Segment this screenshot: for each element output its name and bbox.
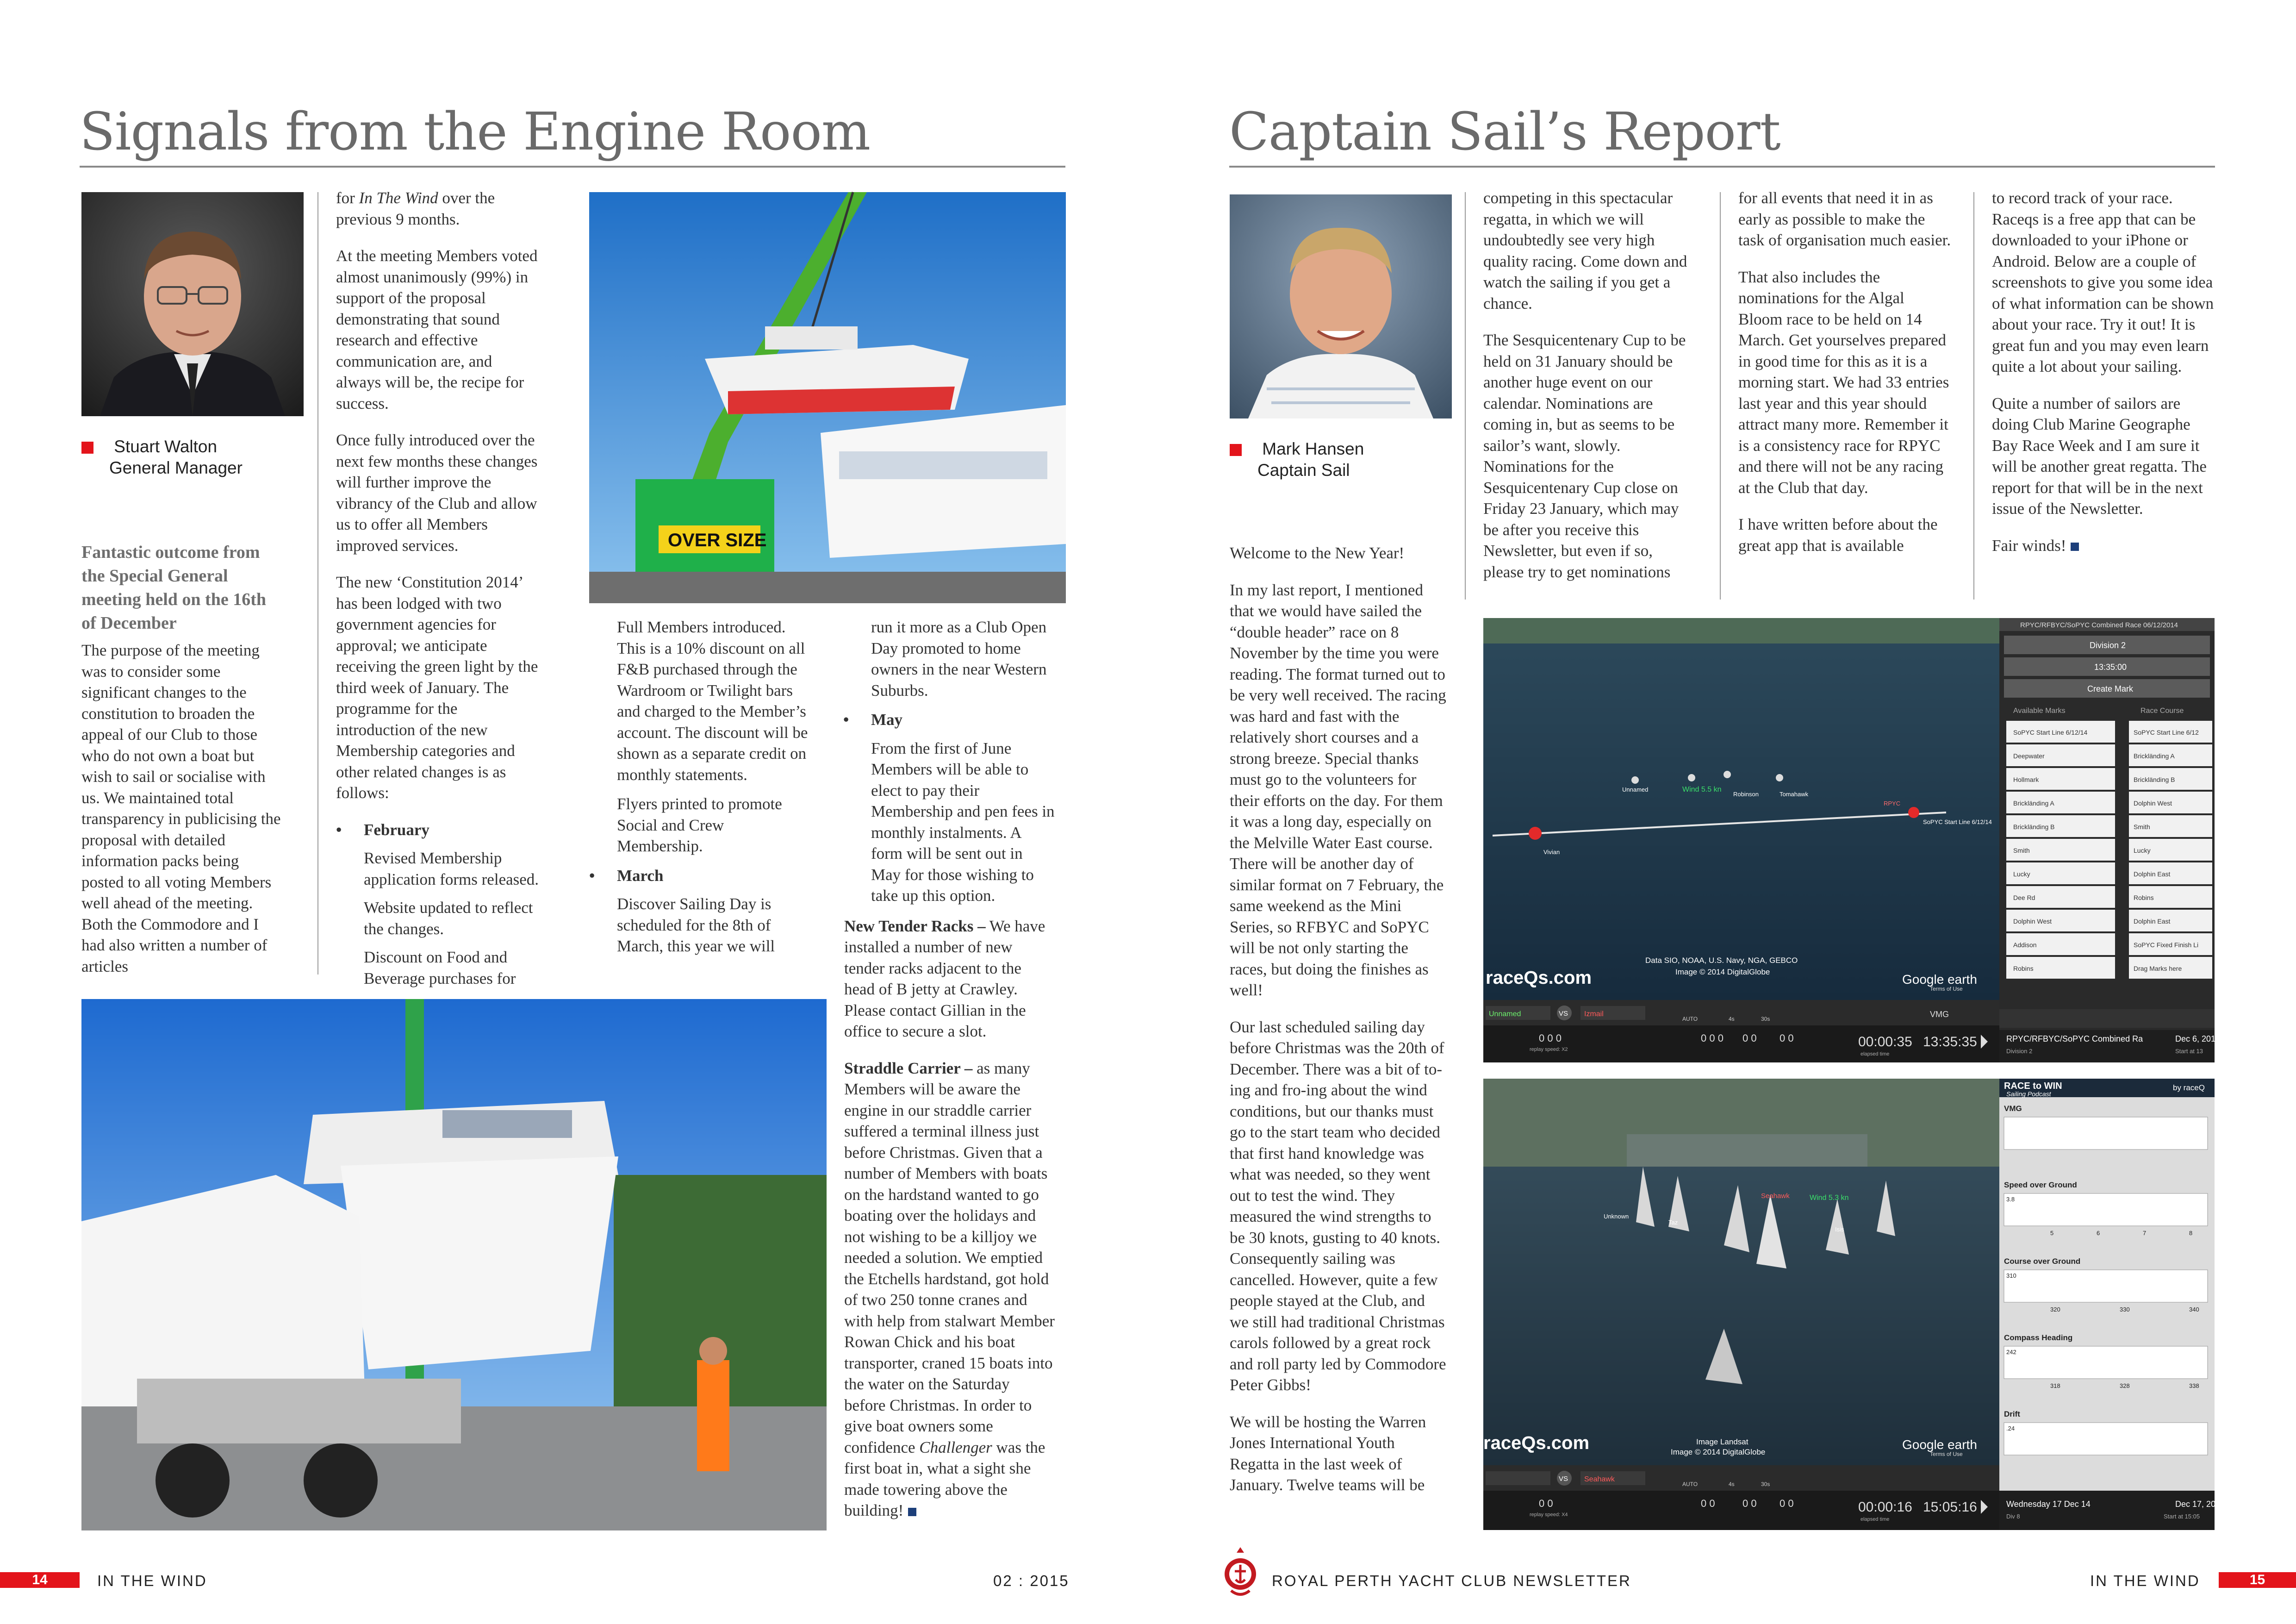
paragraph: for all events that need it in as early as possible to make the task of organisation much easier. — [1738, 189, 1951, 249]
available-marks-header: Available Marks — [2013, 707, 2066, 715]
february-list — [336, 819, 540, 989]
metric-tick-label: 318 — [2050, 1382, 2060, 1389]
available-mark-label: Hollmark — [2013, 776, 2039, 783]
metric-panel-box — [2004, 1270, 2208, 1302]
metric-panel-title: Speed over Ground — [2004, 1181, 2077, 1189]
metric-panel-title: Compass Heading — [2004, 1333, 2073, 1342]
metric-panel-title: VMG — [2004, 1104, 2022, 1113]
status-division: Div 8 — [2006, 1513, 2020, 1520]
metric-tick-label: 7 — [2143, 1230, 2147, 1237]
tick-values: 0 0 — [1742, 1032, 1757, 1044]
paragraph: Flyers printed to promote Social and Crew Membership. — [617, 795, 782, 855]
text: for — [336, 189, 359, 207]
footer-issue: 02 : 2015 — [993, 1572, 1070, 1589]
available-mark-label: Addison — [2013, 941, 2037, 949]
race-to-win-logo: RACE to WIN — [2004, 1081, 2062, 1091]
list-heading-march: • March — [617, 865, 814, 887]
portrait-mark-hansen — [1230, 194, 1452, 418]
clock: 15:05:16 — [1923, 1499, 1977, 1515]
paragraph: At the meeting Members voted almost unanimously (99%) in support of the proposal demonstrating that sound research and effective communication are, and always will be, the recipe for success. — [336, 247, 538, 412]
metric-panel-box — [2004, 1423, 2208, 1455]
metric-tick-label: 5 — [2050, 1230, 2054, 1237]
mark-lists — [2006, 721, 2212, 979]
column-divider — [1465, 192, 1466, 600]
footer-newsletter-title: ROYAL PERTH YACHT CLUB NEWSLETTER — [1272, 1572, 1631, 1589]
course-mark-label: Brickländing A — [2134, 752, 2175, 760]
paragraph: That also includes the nominations for the Algal Bloom race to be held on 14 March. Get yourselves prepared in good time for this as it is a morning start. We had 33 entries last year and this year should attract many more. Remember it is a consistency race for RPYC and there will not be any racing at the Club that day. — [1738, 268, 1949, 497]
column-divider — [1720, 192, 1721, 600]
boat-label: Seahawk — [1761, 1192, 1790, 1200]
rpyc-crest-icon — [1222, 1546, 1259, 1602]
left-column-4 — [844, 617, 1055, 1537]
left-column-3 — [617, 617, 814, 964]
page-number-right: 15 — [2219, 1572, 2296, 1588]
metric-tick-label: 8 — [2189, 1230, 2193, 1237]
text: was the first boat in, what a sight she made towering above the building! — [844, 1438, 1045, 1519]
replay-speed: replay speed: X4 — [1530, 1512, 1568, 1518]
text: We have installed a number of new tender racks adjacent to the head of B jetty at Crawley. Please contact Gillian in the office to secure a slot. — [844, 917, 1045, 1040]
available-mark-label: Smith — [2013, 847, 2030, 854]
list-item: Discover Sailing Day is scheduled for the 8th of March, this year we will — [617, 895, 775, 955]
control-label[interactable]: 4s — [1729, 1481, 1735, 1487]
boat-label: Isis — [1835, 1226, 1844, 1233]
paragraph: to record track of your race. Raceqs is a free app that can be downloaded to your iPhone or Android. Below are a couple of screenshots to give you some idea of what information can be shown about your race. Try it out! It is great fun and you may even learn quite a lot about your sailing. — [1992, 189, 2214, 375]
caption-mark — [1230, 438, 1364, 481]
course-mark-label: SoPYC Fixed Finish Li — [2134, 941, 2199, 949]
metric-panel-title: Course over Ground — [2004, 1257, 2081, 1266]
paragraph: I have written before about the great app that is available — [1738, 515, 1938, 555]
paragraph: In my last report, I mentioned that we would have sailed the “double header” race on 8 November by the time you were reading. The format turned out to be very well received. The racing was hard and fast with the relatively short courses and a strong breeze. Special thanks must go to the volunteers for their efforts on the day. For them it was a long day, especially on the Melville Water East course. There will be another day of similar format on 7 February, the same weekend as the Mini Series, so RFBYC and SoPYC will be not only starting the races, but doing the finishes as well! — [1230, 581, 1446, 999]
list-item: From the first of June Members will be able to elect to pay their Membership and pen fees in monthly instalments. A form will be sent out in May for those wishing to take up this option. — [871, 739, 1055, 905]
terms-link[interactable]: Terms of Use — [1930, 986, 1963, 992]
section-head-tender-racks: New Tender Racks – — [844, 917, 986, 935]
raceqs-screenshot-sailing — [1483, 1079, 2221, 1530]
raceqs-logo: by raceQ — [2173, 1083, 2205, 1092]
right-column-4 — [1992, 187, 2216, 572]
metric-tick-label: 320 — [2050, 1306, 2060, 1313]
course-mark-label: Smith — [2134, 823, 2150, 831]
control-label[interactable]: 4s — [1729, 1016, 1735, 1022]
available-mark-label: Dolphin West — [2013, 918, 2052, 925]
map-credit-line: Image © 2014 DigitalGlobe — [1675, 968, 1770, 976]
control-label[interactable]: AUTO — [1682, 1016, 1698, 1022]
paragraph: The Sesquicentenary Cup to be held on 31 January should be another huge event on our calendar. Nominations are coming in, but as seems to be sailor’s want, slowly. Nominations for the Sesquicentenary Cup close on Friday 23 January, which may be after you receive this Newsletter, but even if so, please try to get nominations — [1483, 331, 1686, 581]
rpyc-label: RPYC — [1884, 800, 1901, 807]
create-mark-button[interactable]: Create Mark — [2087, 684, 2134, 693]
left-title-rule — [80, 166, 1065, 168]
caption-stuart — [81, 436, 243, 479]
metric-panel-value: 310 — [2006, 1272, 2016, 1279]
left-column-1 — [81, 640, 285, 993]
metric-panel-value: 3.8 — [2006, 1196, 2015, 1203]
course-mark-label: Lucky — [2134, 847, 2151, 854]
map-credit-line: Image Landsat — [1696, 1437, 1748, 1446]
list-item: Discount on Food and Beverage purchases for — [364, 948, 516, 987]
control-label[interactable]: 30s — [1761, 1481, 1770, 1487]
course-mark-label: Dolphin East — [2134, 870, 2171, 878]
race-header: RPYC/RFBYC/SoPYC Combined Race 06/12/2014 — [2020, 621, 2178, 629]
person-name: Mark Hansen — [1262, 439, 1364, 458]
status-date: Dec 6, 201 — [2175, 1034, 2216, 1043]
sign-off: Fair winds! — [1992, 536, 2066, 555]
available-mark-label: SoPYC Start Line 6/12/14 — [2013, 729, 2088, 736]
list-item: Revised Membership application forms released. — [364, 849, 539, 888]
wind-label: Wind 5.3 kn — [1810, 1194, 1849, 1202]
course-mark-label: Dolphin West — [2134, 800, 2172, 807]
paragraph: Our last scheduled sailing day before Christmas was the 20th of December. There was a bit of to-ing and fro-ing about the wind conditions, but our thanks must go to the start team who decided that first hand knowledge was what was needed, so they went out to test the wind. They measured the wind strengths to be 30 knots, gusting to 40 knots. Consequently sailing was cancelled. However, quite a few people stayed at the Club, and we still had traditional Christmas carols followed by a great rock and roll party led by Commodore Peter Gibbs! — [1230, 1018, 1446, 1394]
paragraph: Once fully introduced over the next few months these changes will further improve the vibrancy of the Club and allow us to offer all Members improved services. — [336, 431, 538, 555]
elapsed-label: elapsed time — [1860, 1517, 1890, 1522]
race-course-header: Race Course — [2140, 707, 2184, 715]
metric-tick-label: 340 — [2189, 1306, 2199, 1313]
vs-icon: VS — [1559, 1010, 1568, 1018]
tick-values: 0 0 — [1539, 1498, 1553, 1509]
vmg-label: VMG — [1930, 1010, 1949, 1019]
course-mark-label: Robins — [2134, 894, 2154, 901]
boat-select[interactable]: Seahawk — [1584, 1475, 1615, 1483]
metric-tick-label: 328 — [2120, 1382, 2130, 1389]
end-mark — [2071, 543, 2079, 551]
right-column-1 — [1230, 543, 1447, 1512]
tick-values: 0 0 — [1742, 1498, 1757, 1509]
tick-values: 0 0 0 — [1539, 1032, 1562, 1044]
subheading-special-meeting: Fantastic outcome from the Special General meeting held on the 16th of December — [81, 543, 266, 633]
podcast-label: Sailing Podcast — [2006, 1090, 2051, 1098]
metric-tick-label: 330 — [2120, 1306, 2130, 1313]
metric-panel-value: .24 — [2006, 1425, 2015, 1432]
page-number-left: 14 — [0, 1572, 80, 1588]
photo-truck-boat-transport — [81, 999, 827, 1530]
list-heading-may: • May — [871, 709, 1055, 731]
paragraph: The new ‘Constitution 2014’ has been lodged with two government agencies for approval; we anticipate receiving the green light by the third week of January. The programme for the introduction of the new Membership categories and other related changes is as follows: — [336, 573, 538, 802]
replay-speed: replay speed: X2 — [1530, 1047, 1568, 1052]
available-mark-label: Dee Rd — [2013, 894, 2035, 901]
tick-values: 0 0 — [1701, 1498, 1715, 1509]
raceqs-brand: raceQs.com — [1486, 968, 1592, 988]
raceqs-brand: raceQs.com — [1483, 1433, 1590, 1453]
available-mark-label: Brickländing B — [2013, 823, 2055, 831]
right-column-2 — [1483, 187, 1696, 598]
startline-label: SoPYC Start Line 6/12/14 — [1923, 818, 1992, 825]
right-column-3 — [1738, 187, 1951, 572]
boat-label: Tomahawk — [1780, 791, 1809, 798]
control-label[interactable]: 30s — [1761, 1016, 1770, 1022]
status-date: Dec 17, 201 — [2175, 1499, 2221, 1509]
map-credit-line: Image © 2014 DigitalGlobe — [1671, 1448, 1766, 1456]
tick-values: 0 0 0 — [1701, 1032, 1724, 1044]
status-race: RPYC/RFBYC/SoPYC Combined Ra — [2006, 1034, 2143, 1043]
google-earth-brand: Google earth — [1902, 1437, 1977, 1452]
oversize-sign: OVER SIZE — [668, 530, 767, 550]
boat-label: Taz — [1668, 1219, 1678, 1226]
list-item: Website updated to reflect the changes. — [364, 899, 533, 938]
left-column-2 — [336, 187, 540, 996]
tick-values: 0 0 — [1780, 1032, 1794, 1044]
paragraph: Welcome to the New Year! — [1230, 544, 1405, 562]
wind-label: Wind 5.5 kn — [1682, 786, 1722, 793]
available-mark-label: Robins — [2013, 965, 2034, 972]
raceqs-screenshot-course — [1483, 618, 2215, 1062]
metric-panel-box — [2004, 1193, 2208, 1226]
available-mark-label: Deepwater — [2013, 752, 2045, 760]
status-start: Start at 13 — [2175, 1048, 2203, 1055]
timer: 00:00:16 — [1858, 1499, 1912, 1515]
time-field[interactable]: 13:35:00 — [2094, 662, 2127, 672]
paragraph: Full Members introduced. This is a 10% discount on all F&B purchased through the Wardroom or Twilight bars and charged to the Member’s account. The discount will be shown as a separate credit on monthly statements. — [617, 618, 808, 784]
clock: 13:35:35 — [1923, 1034, 1977, 1049]
course-mark-label: Brickländing B — [2134, 776, 2175, 783]
paragraph: We will be hosting the Warren Jones International Youth Regatta in the last week of January. Twelve teams will be — [1230, 1412, 1426, 1494]
boat-select[interactable]: Izmail — [1584, 1010, 1604, 1018]
person-role: Captain Sail — [1257, 461, 1350, 480]
google-earth-brand: Google earth — [1902, 972, 1977, 987]
boat-label: Robinson — [1733, 791, 1759, 798]
boat-label: Vivian — [1543, 849, 1560, 856]
raceqs-map-1 — [1483, 618, 2215, 1062]
section-head-straddle-carrier: Straddle Carrier – — [844, 1059, 973, 1077]
paragraph: The purpose of the meeting was to consider some significant changes to the constitution to broaden the appeal of our Club to those who do not own a boat but wish to sail or socialise with us. We maintained total transparency in publicising the proposal with detailed information packs being posted to all voting Members well ahead of the meeting. Both the Commodore and I had also written a number of articles — [81, 641, 281, 975]
publication-name: In The Wind — [359, 189, 438, 207]
boat-name: Challenger — [919, 1438, 992, 1456]
left-page-title: Signals from the Engine Room — [80, 102, 871, 162]
division-select[interactable]: Division 2 — [2090, 641, 2126, 650]
metric-panel-box — [2004, 1117, 2208, 1149]
metric-panel-box — [2004, 1346, 2208, 1379]
list-heading-february: • February — [364, 819, 540, 841]
course-mark-label: Drag Marks here — [2134, 965, 2182, 972]
metric-tick-label: 6 — [2097, 1230, 2100, 1237]
vs-icon: VS — [1559, 1475, 1568, 1483]
red-square-marker — [1230, 444, 1242, 456]
available-mark-label: Brickländing A — [2013, 800, 2054, 807]
metric-tick-label: 338 — [2189, 1382, 2199, 1389]
person-name: Stuart Walton — [114, 437, 218, 456]
photo-crane-lifting-boat — [589, 192, 1066, 603]
end-mark — [908, 1508, 916, 1516]
status-race: Wednesday 17 Dec 14 — [2006, 1499, 2091, 1509]
footer-right-text: IN THE WIND — [2090, 1572, 2200, 1589]
text: over the previous 9 months. — [336, 189, 495, 228]
paragraph: run it more as a Club Open Day promoted to home owners in the near Western Suburbs. — [871, 618, 1047, 700]
raceqs-map-2 — [1483, 1079, 2221, 1530]
paragraph: Quite a number of sailors are doing Club Marine Geographe Bay Race Week and I am sure it will be another great regatta. The report for that will be in the next issue of the Newsletter. — [1992, 394, 2207, 518]
metric-panel-title: Drift — [2004, 1410, 2020, 1418]
boat-select[interactable]: Unnamed — [1489, 1010, 1521, 1018]
person-role: General Manager — [109, 458, 243, 477]
tick-values: 0 0 — [1780, 1498, 1794, 1509]
elapsed-label: elapsed time — [1860, 1051, 1890, 1057]
course-mark-label: Dolphin East — [2134, 918, 2171, 925]
available-mark-label: Lucky — [2013, 870, 2030, 878]
text: as many Members will be aware the engine in our straddle carrier suffered a terminal illness just before Christmas. Given that a number of Members with boats on the hardstand wanted to go boating over the holidays and not wishing to be a killjoy we needed a solution. We emptied the Etchells hardstand, got hold of two 250 tonne cranes and with help from stalwart Member Rowan Chick and his boat transporter, craned 15 boats into the water on the Saturday before Christmas. In order to give boat owners some confidence — [844, 1059, 1055, 1456]
status-start: Start at 15:05 — [2164, 1513, 2200, 1520]
map-credit-line: Data SIO, NOAA, U.S. Navy, NGA, GEBCO — [1645, 956, 1798, 965]
column-divider — [317, 192, 318, 974]
status-division: Division 2 — [2006, 1048, 2033, 1055]
right-title-rule — [1229, 166, 2215, 168]
boat-label: Unknown — [1604, 1213, 1629, 1220]
control-label[interactable]: AUTO — [1682, 1481, 1698, 1487]
terms-link[interactable]: Terms of Use — [1930, 1451, 1963, 1457]
column-divider — [1973, 192, 1974, 600]
metric-panel-value: 242 — [2006, 1349, 2016, 1355]
paragraph: competing in this spectacular regatta, in which we will undoubtedly see very high quality racing. Come down and watch the sailing if you get a chance. — [1483, 189, 1687, 312]
footer-left-text: IN THE WIND — [97, 1572, 207, 1589]
portrait-stuart-walton — [81, 192, 304, 416]
course-mark-label: SoPYC Start Line 6/12 — [2134, 729, 2199, 736]
timer: 00:00:35 — [1858, 1034, 1912, 1049]
boat-label: Unnamed — [1622, 786, 1649, 793]
right-page-title: Captain Sail’s Report — [1229, 102, 1780, 162]
red-square-marker — [81, 442, 93, 454]
